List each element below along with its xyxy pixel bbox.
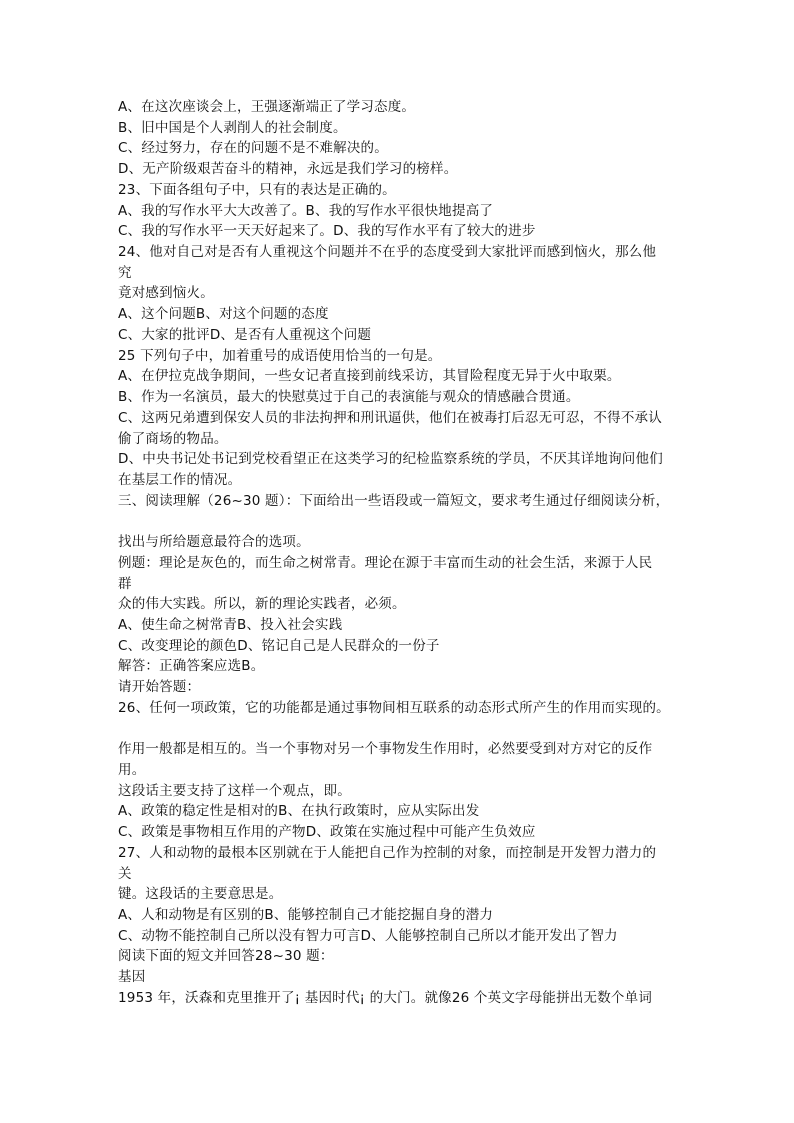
example-answer: 解答：正确答案应选B。 bbox=[118, 658, 265, 675]
options-ab-q27: A、人和动物是有区别的B、能够控制自己才能挖掘自身的潜力 bbox=[118, 907, 494, 924]
options-cd-q23: C、我的写作水平一天天好起来了。D、我的写作水平有了较大的进步 bbox=[118, 223, 536, 240]
question-26-cont2: 用。 bbox=[118, 762, 146, 778]
option-c-q25: C、这两兄弟遭到保安人员的非法拘押和刑讯逼供，他们在被毒打后忍无可忍，不得不承认 bbox=[118, 409, 662, 426]
section-3-heading: 三、阅读理解（26~30 题）：下面给出一些语段或一篇短文，要求考生通过仔细阅读分析， bbox=[118, 492, 670, 509]
example-question: 例题：理论是灰色的，而生命之树常青。理论在源于丰富而生动的社会生活，来源于人民 bbox=[118, 554, 653, 571]
passage-title: 基因 bbox=[118, 969, 146, 986]
options-ab-q24: A、这个问题B、对这个问题的态度 bbox=[118, 306, 329, 323]
question-24-cont2: 竟对感到恼火。 bbox=[118, 285, 214, 302]
example-options-cd: C、改变理论的颜色D、铭记自己是人民群众的一份子 bbox=[118, 637, 440, 654]
options-cd-q24: C、大家的批评D、是否有人重视这个问题 bbox=[118, 326, 372, 343]
start-answering: 请开始答题： bbox=[118, 679, 201, 696]
option-c-q25-cont: 偷了商场的物品。 bbox=[118, 430, 228, 447]
question-23: 23、下面各组句子中，只有的表达是正确的。 bbox=[118, 181, 396, 198]
example-question-cont2: 众的伟大实践。所以，新的理论实践者，必须。 bbox=[118, 596, 406, 613]
question-26-cont: 作用一般都是相互的。当一个事物对另一个事物发生作用时，必然要受到对方对它的反作 bbox=[118, 741, 653, 758]
option-d-q25: D、中央书记处书记到党校看望正在这类学习的纪检监察系统的学员，不厌其详地询问他们 bbox=[118, 451, 663, 468]
option-b-q22: B、旧中国是个人剥削人的社会制度。 bbox=[118, 119, 347, 136]
option-b-q25: B、作为一名演员，最大的快慰莫过于自己的表演能与观众的情感融合贯通。 bbox=[118, 389, 580, 406]
options-cd-q26: C、政策是事物相互作用的产物D、政策在实施过程中可能产生负效应 bbox=[118, 824, 536, 841]
options-ab-q23: A、我的写作水平大大改善了。B、我的写作水平很快地提高了 bbox=[118, 202, 494, 219]
reading-instruction-28-30: 阅读下面的短文并回答28~30 题： bbox=[118, 948, 334, 965]
options-cd-q27: C、动物不能控制自己所以没有智力可言D、人能够控制自己所以才能开发出了智力 bbox=[118, 927, 618, 944]
passage-first-line: 1953 年，沃森和克里推开了¡ 基因时代¡ 的大门。就像26 个英文字母能拼出无数个单词 bbox=[118, 989, 653, 1006]
example-question-cont: 群 bbox=[118, 575, 132, 592]
option-a-q22: A、在这次座谈会上，王强逐渐端正了学习态度。 bbox=[118, 99, 416, 115]
option-a-q25: A、在伊拉克战争期间，一些女记者直接到前线采访，其冒险程度无异于火中取栗。 bbox=[118, 368, 621, 385]
option-c-q22: C、经过努力，存在的问题不是不难解决的。 bbox=[118, 140, 388, 157]
example-options-ab: A、使生命之树常青B、投入社会实践 bbox=[118, 616, 343, 633]
document-page bbox=[118, 97, 688, 1009]
question-26-prompt: 这段话主要支持了这样一个观点，即。 bbox=[118, 782, 351, 799]
question-27-cont: 关 bbox=[118, 865, 132, 882]
question-27-cont2: 键。这段话的主要意思是。 bbox=[118, 886, 283, 903]
question-27: 27、人和动物的最根本区别就在于人能把自己作为控制的对象，而控制是开发智力潜力的 bbox=[118, 844, 657, 861]
question-25: 25 下列句子中，加着重号的成语使用恰当的一句是。 bbox=[118, 347, 442, 364]
question-26: 26、任何一项政策，它的功能都是通过事物间相互联系的动态形式所产生的作用而实现的。 bbox=[118, 699, 670, 716]
options-ab-q26: A、政策的稳定性是相对的B、在执行政策时，应从实际出发 bbox=[118, 803, 480, 820]
question-24-cont: 究 bbox=[118, 264, 132, 281]
section-3-heading-cont: 找出与所给题意最符合的选项。 bbox=[118, 534, 310, 551]
option-d-q25-cont: 在基层工作的情况。 bbox=[118, 471, 242, 488]
option-d-q22: D、无产阶级艰苦奋斗的精神，永远是我们学习的榜样。 bbox=[118, 161, 458, 178]
question-24: 24、他对自己对是否有人重视这个问题并不在乎的态度受到大家批评而感到恼火，那么他 bbox=[118, 244, 657, 261]
blank-line bbox=[118, 511, 688, 532]
blank-line bbox=[118, 719, 688, 740]
